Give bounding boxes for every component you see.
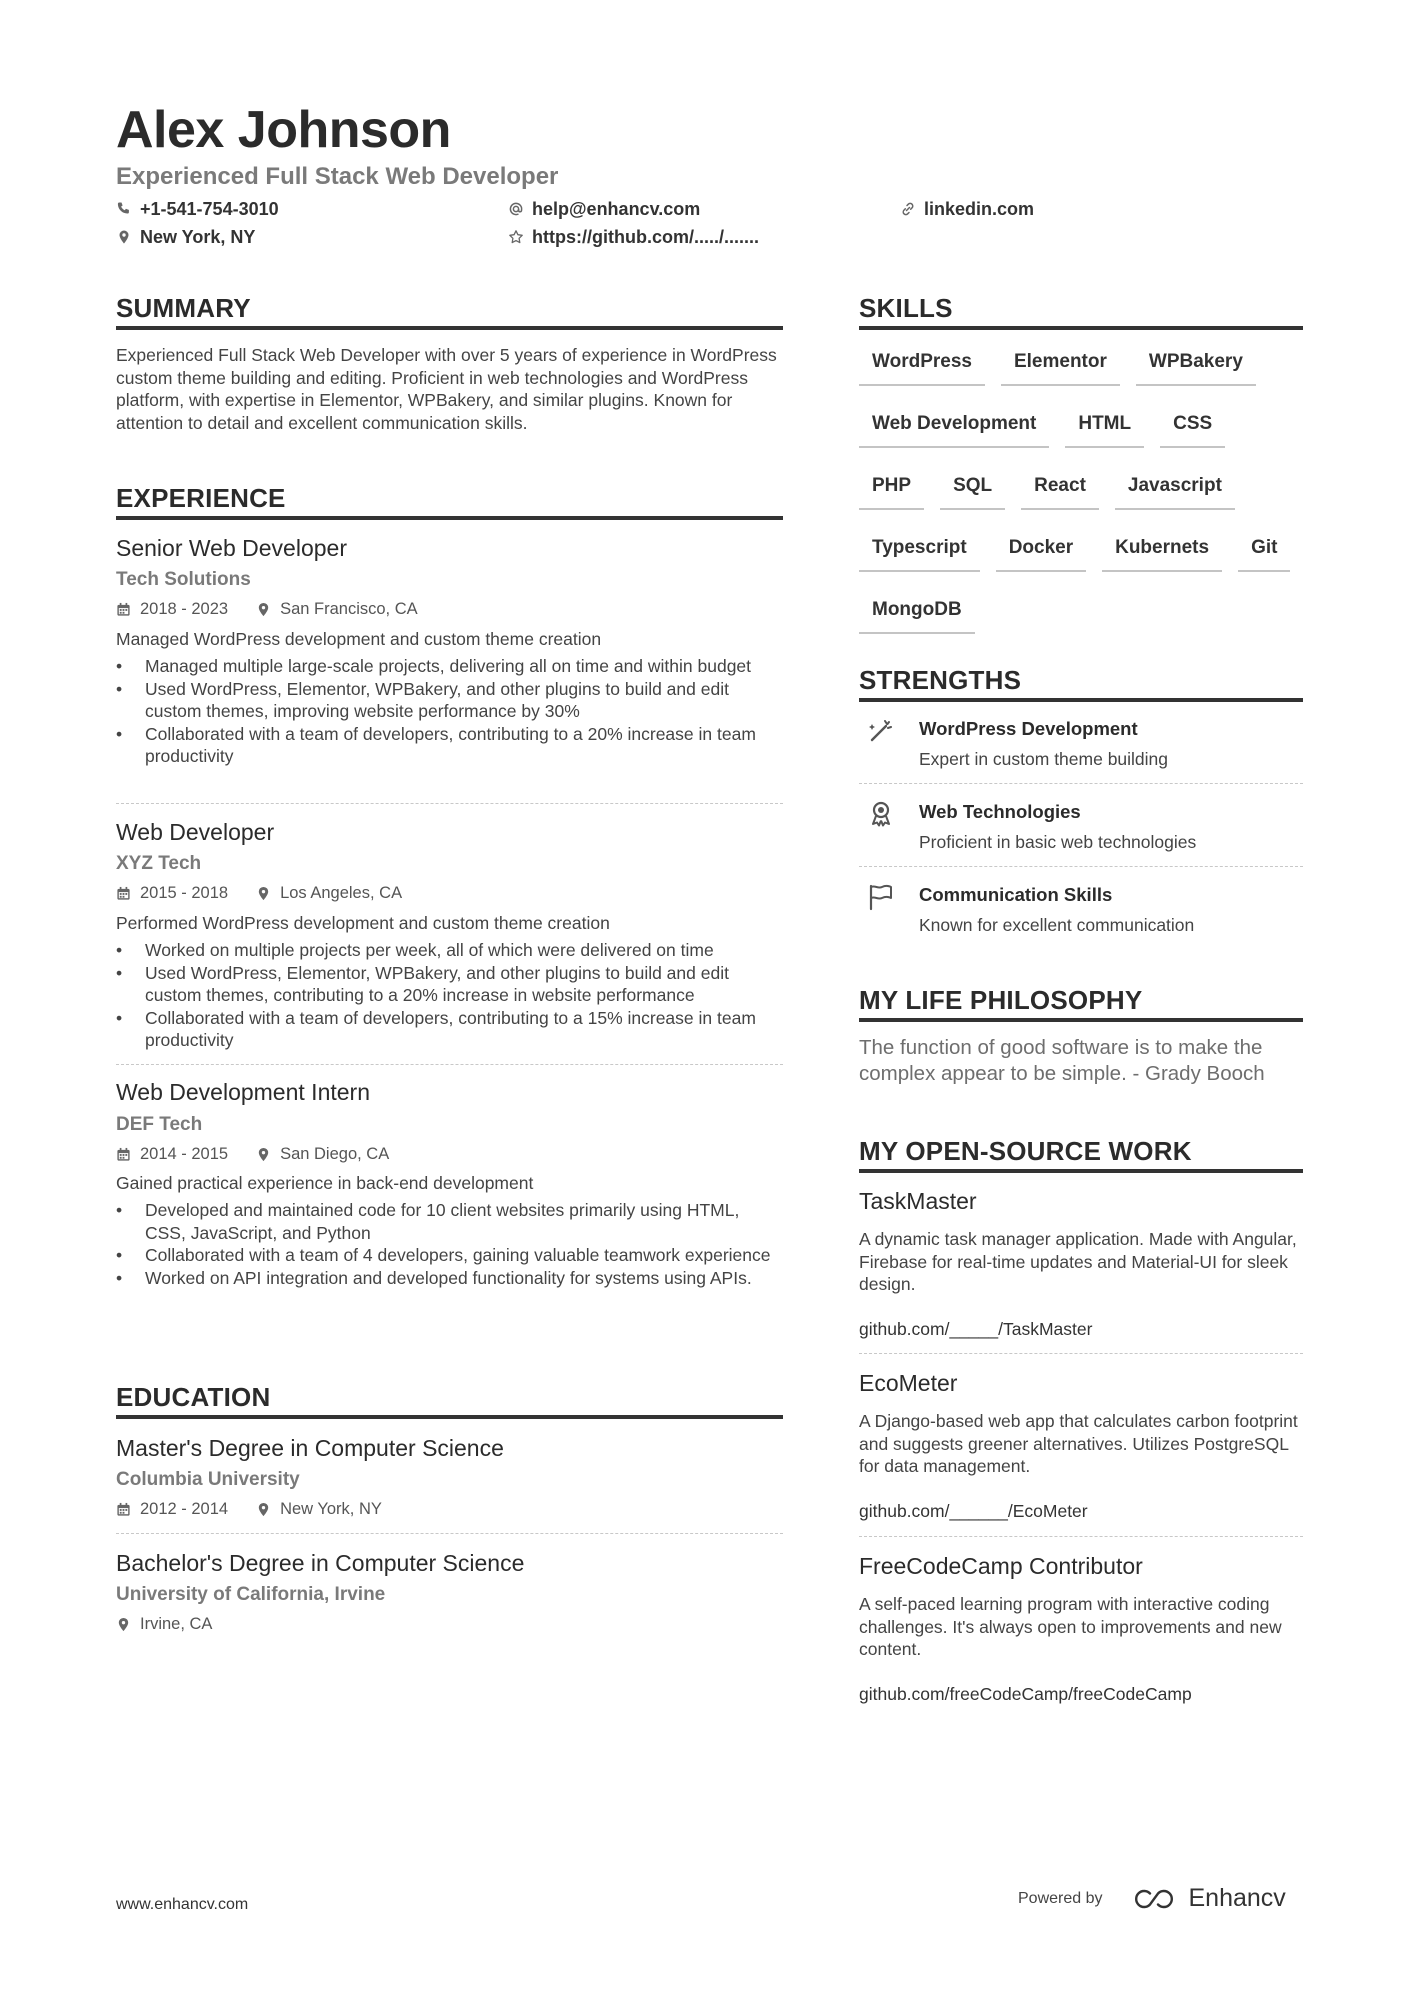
skill-tag: PHP — [859, 474, 924, 510]
flag-icon — [866, 882, 896, 912]
skill-tag: CSS — [1160, 412, 1225, 448]
degree-title: Master's Degree in Computer Science — [116, 1435, 504, 1461]
job-dates-text: 2015 - 2018 — [140, 884, 229, 902]
brand-name: Enhancv — [1188, 1884, 1286, 1912]
project-link[interactable]: github.com/freeCodeCamp/freeCodeCamp — [859, 1684, 1192, 1704]
email-text: help@enhancv.com — [532, 199, 701, 219]
education-location — [116, 1614, 212, 1634]
job-location — [256, 1144, 389, 1164]
skill-tag: React — [1021, 474, 1099, 510]
strengths-rule — [859, 698, 1303, 702]
project-link[interactable]: github.com/_____/TaskMaster — [859, 1319, 1093, 1339]
contact-github[interactable] — [508, 226, 759, 248]
strength-title: WordPress Development — [919, 718, 1138, 739]
candidate-title: Experienced Full Stack Web Developer — [116, 163, 559, 190]
strength-description: Expert in custom theme building — [919, 749, 1169, 769]
degree-title: Bachelor's Degree in Computer Science — [116, 1550, 525, 1576]
location-pin-icon — [116, 1617, 131, 1632]
brand-logo[interactable] — [1131, 1884, 1286, 1913]
enhancv-logo-icon — [1131, 1886, 1177, 1912]
job-dates — [116, 599, 228, 619]
job-meta — [116, 599, 446, 619]
school-name: Columbia University — [116, 1469, 300, 1490]
job-divider — [116, 803, 783, 804]
job-divider — [116, 1064, 783, 1065]
project-title: EcoMeter — [859, 1370, 958, 1396]
skill-tag: Kubernets — [1102, 536, 1222, 572]
summary-text: Experienced Full Stack Web Developer with over 5 years of experience in WordPress custom theme building and editing. Proficient in web technologies and WordPress platform, with expertise in Elementor, WPBakery, and similar plugins. Known for attention to detail and excellent communication skills. — [116, 345, 777, 433]
github-text: https://github.com/...../....... — [532, 227, 759, 247]
skill-tag: Javascript — [1115, 474, 1235, 510]
skill-tag: WordPress — [859, 350, 985, 386]
skill-tag: HTML — [1065, 412, 1144, 448]
strength-description: Known for excellent communication — [919, 915, 1195, 935]
contact-email[interactable] — [508, 198, 700, 220]
open-source-rule — [859, 1169, 1303, 1173]
job-description: Managed WordPress development and custom theme creation — [116, 629, 602, 649]
job-bullet: • Collaborated with a team of developers, contributing to a 15% increase in team productivity — [116, 1007, 783, 1052]
project-divider — [859, 1353, 1303, 1354]
link-icon — [900, 201, 916, 217]
job-description: Performed WordPress development and custom theme creation — [116, 913, 610, 933]
contact-location — [116, 226, 255, 248]
job-dates-text: 2018 - 2023 — [140, 600, 229, 618]
job-dates — [116, 883, 228, 903]
skill-tag: SQL — [940, 474, 1005, 510]
job-location — [256, 599, 418, 619]
job-location — [256, 883, 402, 903]
location-pin-icon — [256, 1502, 271, 1517]
location-pin-icon — [256, 886, 271, 901]
education-rule — [116, 1415, 783, 1419]
job-dates-text: 2014 - 2015 — [140, 1145, 229, 1163]
summary-heading: SUMMARY — [116, 293, 251, 323]
education-meta — [116, 1499, 410, 1519]
footer-website[interactable]: www.enhancv.com — [116, 1896, 249, 1913]
star-icon — [508, 229, 524, 245]
job-title: Web Development Intern — [116, 1079, 370, 1105]
skill-tag: Typescript — [859, 536, 980, 572]
experience-rule — [116, 516, 783, 520]
location-text: New York, NY — [140, 227, 256, 247]
job-title: Web Developer — [116, 819, 275, 845]
education-dates — [116, 1499, 228, 1519]
philosophy-heading: MY LIFE PHILOSOPHY — [859, 985, 1143, 1015]
education-dates-text: 2012 - 2014 — [140, 1500, 229, 1518]
location-pin-icon — [256, 1147, 271, 1162]
skill-tag: Elementor — [1001, 350, 1120, 386]
calendar-icon — [116, 1147, 131, 1162]
award-icon — [866, 799, 896, 829]
job-bullet: • Worked on multiple projects per week, all of which were delivered on time — [116, 939, 783, 962]
at-icon — [508, 201, 524, 217]
strength-divider — [859, 866, 1303, 867]
magic-wand-icon — [866, 716, 896, 746]
job-company: XYZ Tech — [116, 853, 202, 874]
job-bullets — [116, 1199, 783, 1289]
project-title: FreeCodeCamp Contributor — [859, 1553, 1143, 1579]
project-description: A dynamic task manager application. Made with Angular, Firebase for real-time updates and Material-UI for sleek design. — [859, 1229, 1297, 1294]
experience-heading: EXPERIENCE — [116, 483, 286, 513]
contact-linkedin[interactable] — [900, 198, 1034, 220]
job-location-text: Los Angeles, CA — [280, 884, 403, 902]
job-bullet: • Collaborated with a team of 4 developers, gaining valuable teamwork experience — [116, 1244, 783, 1267]
job-bullets — [116, 939, 783, 1052]
skill-tag: MongoDB — [859, 598, 975, 634]
skills-list — [859, 350, 1309, 660]
education-meta — [116, 1614, 240, 1634]
skills-heading: SKILLS — [859, 293, 953, 323]
job-bullet: • Developed and maintained code for 10 client websites primarily using HTML, CSS, JavaScript, and Python — [116, 1199, 783, 1244]
location-pin-icon — [116, 229, 132, 245]
job-title: Senior Web Developer — [116, 535, 347, 561]
education-location-text: New York, NY — [280, 1500, 382, 1518]
contact-phone[interactable] — [116, 198, 279, 220]
job-bullets — [116, 655, 783, 768]
phone-text: +1-541-754-3010 — [140, 199, 279, 219]
project-divider — [859, 1536, 1303, 1537]
powered-by-label: Powered by — [1018, 1889, 1103, 1907]
skills-rule — [859, 326, 1303, 330]
job-bullet: • Collaborated with a team of developers, contributing to a 20% increase in team productivity — [116, 723, 783, 768]
education-location — [256, 1499, 382, 1519]
job-bullet: • Used WordPress, Elementor, WPBakery, and other plugins to build and edit custom themes, contributing to a 20% increase in website performance — [116, 962, 783, 1007]
job-bullet: • Worked on API integration and developed functionality for systems using APIs. — [116, 1267, 783, 1290]
philosophy-quote: The function of good software is to make the complex appear to be simple. - Grady Booch — [859, 1036, 1265, 1085]
skill-tag: Web Development — [859, 412, 1049, 448]
job-meta — [116, 883, 430, 903]
linkedin-text: linkedin.com — [924, 199, 1035, 219]
skill-tag: Docker — [996, 536, 1086, 572]
strength-title: Communication Skills — [919, 884, 1113, 905]
project-link[interactable]: github.com/______/EcoMeter — [859, 1501, 1088, 1521]
strength-title: Web Technologies — [919, 801, 1081, 822]
education-heading: EDUCATION — [116, 1382, 271, 1412]
education-location-text: Irvine, CA — [140, 1615, 213, 1633]
strengths-heading: STRENGTHS — [859, 665, 1022, 695]
job-description: Gained practical experience in back-end development — [116, 1173, 534, 1193]
job-bullet: • Managed multiple large-scale projects, delivering all on time and within budget — [116, 655, 783, 678]
candidate-name: Alex Johnson — [116, 101, 451, 159]
philosophy-rule — [859, 1018, 1303, 1022]
education-divider — [116, 1533, 783, 1534]
job-company: Tech Solutions — [116, 569, 251, 590]
job-location-text: San Diego, CA — [280, 1145, 390, 1163]
school-name: University of California, Irvine — [116, 1584, 386, 1605]
phone-icon — [116, 201, 132, 217]
calendar-icon — [116, 886, 131, 901]
strength-description: Proficient in basic web technologies — [919, 832, 1197, 852]
strength-divider — [859, 783, 1303, 784]
calendar-icon — [116, 1502, 131, 1517]
open-source-heading: MY OPEN-SOURCE WORK — [859, 1136, 1192, 1166]
project-description: A self-paced learning program with interactive coding challenges. It's always open to improvements and new content. — [859, 1594, 1282, 1659]
location-pin-icon — [256, 602, 271, 617]
skill-tag: Git — [1238, 536, 1290, 572]
job-dates — [116, 1144, 228, 1164]
summary-rule — [116, 326, 783, 330]
skill-tag: WPBakery — [1136, 350, 1256, 386]
job-meta — [116, 1144, 417, 1164]
job-bullet: • Used WordPress, Elementor, WPBakery, and other plugins to build and edit custom themes, improving website performance by 30% — [116, 678, 783, 723]
project-title: TaskMaster — [859, 1188, 977, 1214]
footer-branding — [1018, 1884, 1286, 1913]
project-description: A Django-based web app that calculates carbon footprint and suggests greener alternatives. Utilizes PostgreSQL for data management. — [859, 1411, 1298, 1476]
job-company: DEF Tech — [116, 1114, 203, 1135]
calendar-icon — [116, 602, 131, 617]
job-location-text: San Francisco, CA — [280, 600, 418, 618]
